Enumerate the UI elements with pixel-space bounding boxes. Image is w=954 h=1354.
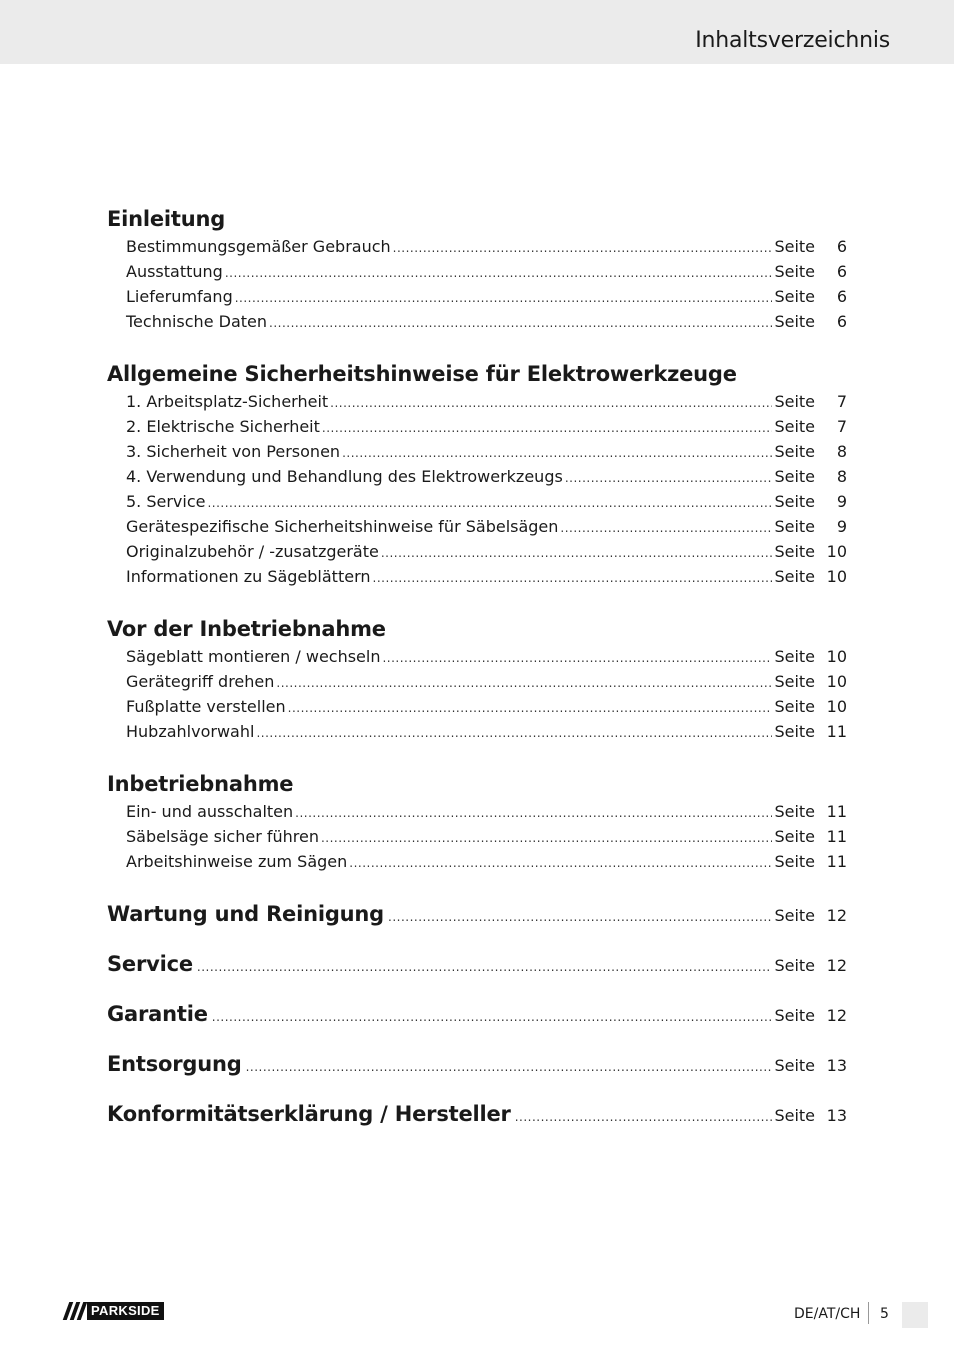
page-number: 9 bbox=[836, 517, 847, 536]
leader-dots bbox=[382, 646, 772, 671]
page-number: 11 bbox=[826, 722, 847, 741]
leader-dots bbox=[235, 286, 773, 311]
seite-label: Seite bbox=[774, 827, 815, 846]
page-number: 13 bbox=[826, 1106, 847, 1125]
leader-dots bbox=[342, 441, 772, 466]
leader-dots bbox=[321, 826, 772, 851]
page-number: 6 bbox=[836, 312, 847, 331]
toc-entry[interactable] bbox=[107, 799, 847, 824]
leader-dots bbox=[197, 952, 773, 982]
page-number: 12 bbox=[826, 1006, 847, 1025]
leader-dots bbox=[295, 801, 772, 826]
page-number: 12 bbox=[826, 906, 847, 925]
toc-entry[interactable] bbox=[107, 514, 847, 539]
page-number: 10 bbox=[826, 567, 847, 586]
toc-entry[interactable] bbox=[107, 259, 847, 284]
toc-entry[interactable] bbox=[107, 694, 847, 719]
seite-label: Seite bbox=[774, 287, 815, 306]
leader-dots bbox=[322, 416, 773, 441]
toc-entry[interactable] bbox=[107, 849, 847, 874]
section-title: Einleitung bbox=[107, 207, 226, 231]
seite-label: Seite bbox=[774, 956, 815, 975]
section-title: Service bbox=[107, 952, 193, 976]
footer-tab-marker bbox=[902, 1302, 928, 1328]
leader-dots bbox=[246, 1052, 773, 1082]
page-number: 10 bbox=[826, 542, 847, 561]
toc-entry-label: Säbelsäge sicher führen bbox=[126, 827, 319, 846]
leader-dots bbox=[388, 902, 772, 932]
toc-entry[interactable] bbox=[107, 824, 847, 849]
seite-label: Seite bbox=[774, 647, 815, 666]
page-number: 11 bbox=[826, 802, 847, 821]
section-title: Inbetriebnahme bbox=[107, 772, 294, 796]
footer-locale: DE/AT/CH bbox=[794, 1306, 861, 1322]
toc-entry[interactable] bbox=[107, 719, 847, 744]
page-number: 6 bbox=[836, 287, 847, 306]
page-number: 7 bbox=[836, 417, 847, 436]
toc-section-inline[interactable] bbox=[107, 1099, 847, 1149]
section-gap bbox=[107, 589, 847, 614]
seite-label: Seite bbox=[774, 1056, 815, 1075]
seite-label: Seite bbox=[774, 442, 815, 461]
seite-label: Seite bbox=[774, 312, 815, 331]
logo-stripes-icon bbox=[64, 1302, 86, 1320]
leader-dots bbox=[393, 236, 773, 261]
section-title: Garantie bbox=[107, 1002, 208, 1026]
toc-entry[interactable] bbox=[107, 669, 847, 694]
seite-label: Seite bbox=[774, 517, 815, 536]
footer-page-number: 5 bbox=[880, 1306, 889, 1322]
page-number: 10 bbox=[826, 647, 847, 666]
toc-entry-label: 3. Sicherheit von Personen bbox=[126, 442, 341, 461]
toc-entry[interactable] bbox=[107, 539, 847, 564]
leader-dots bbox=[225, 261, 773, 286]
page-number: 11 bbox=[826, 852, 847, 871]
toc-entry[interactable] bbox=[107, 489, 847, 514]
seite-label: Seite bbox=[774, 1106, 815, 1125]
seite-label: Seite bbox=[774, 567, 815, 586]
footer-divider bbox=[868, 1302, 869, 1324]
toc-section-inline[interactable] bbox=[107, 949, 847, 999]
seite-label: Seite bbox=[774, 392, 815, 411]
leader-dots bbox=[212, 1002, 773, 1032]
toc-entry-label: Arbeitshinweise zum Sägen bbox=[126, 852, 348, 871]
page-number: 13 bbox=[826, 1056, 847, 1075]
toc-section bbox=[107, 359, 847, 589]
toc-entry-label: Hubzahlvorwahl bbox=[126, 722, 255, 741]
toc-entry-label: 2. Elektrische Sicherheit bbox=[126, 417, 320, 436]
toc-entry[interactable] bbox=[107, 439, 847, 464]
toc-entry[interactable] bbox=[107, 464, 847, 489]
leader-dots bbox=[349, 851, 772, 876]
leader-dots bbox=[373, 566, 773, 591]
seite-label: Seite bbox=[774, 852, 815, 871]
page-number: 12 bbox=[826, 956, 847, 975]
leader-dots bbox=[207, 491, 772, 516]
toc-section-inline[interactable] bbox=[107, 1049, 847, 1099]
page-number: 6 bbox=[836, 262, 847, 281]
seite-label: Seite bbox=[774, 492, 815, 511]
leader-dots bbox=[515, 1102, 773, 1132]
leader-dots bbox=[288, 696, 773, 721]
section-gap bbox=[107, 744, 847, 769]
parkside-logo bbox=[64, 1302, 176, 1320]
section-gap bbox=[107, 334, 847, 359]
section-title: Wartung und Reinigung bbox=[107, 902, 384, 926]
section-title: Allgemeine Sicherheitshinweise für Elektrowerkzeuge bbox=[107, 362, 737, 386]
toc-section bbox=[107, 204, 847, 334]
toc-entry[interactable] bbox=[107, 309, 847, 334]
page-number: 10 bbox=[826, 672, 847, 691]
seite-label: Seite bbox=[774, 906, 815, 925]
seite-label: Seite bbox=[774, 467, 815, 486]
page-number: 10 bbox=[826, 697, 847, 716]
page-number: 6 bbox=[836, 237, 847, 256]
leader-dots bbox=[330, 391, 772, 416]
leader-dots bbox=[269, 311, 772, 336]
toc-entry[interactable] bbox=[107, 389, 847, 414]
toc-entry-label: Ausstattung bbox=[126, 262, 223, 281]
toc-entry-label: Sägeblatt montieren / wechseln bbox=[126, 647, 381, 666]
seite-label: Seite bbox=[774, 262, 815, 281]
leader-dots bbox=[276, 671, 772, 696]
toc-section bbox=[107, 769, 847, 874]
table-of-contents bbox=[107, 204, 847, 1149]
seite-label: Seite bbox=[774, 672, 815, 691]
toc-section-inline[interactable] bbox=[107, 899, 847, 949]
section-title: Vor der Inbetriebnahme bbox=[107, 617, 386, 641]
toc-entry[interactable] bbox=[107, 644, 847, 669]
toc-entry-label: Bestimmungsgemäßer Gebrauch bbox=[126, 237, 391, 256]
seite-label: Seite bbox=[774, 417, 815, 436]
toc-entry[interactable] bbox=[107, 414, 847, 439]
brand-name: PARKSIDE bbox=[87, 1302, 164, 1320]
seite-label: Seite bbox=[774, 802, 815, 821]
leader-dots bbox=[560, 516, 772, 541]
section-gap bbox=[107, 874, 847, 899]
toc-entry-label: Lieferumfang bbox=[126, 287, 233, 306]
seite-label: Seite bbox=[774, 722, 815, 741]
seite-label: Seite bbox=[774, 237, 815, 256]
section-title: Konformitätserklärung / Hersteller bbox=[107, 1102, 511, 1126]
toc-entry-label: 5. Service bbox=[126, 492, 206, 511]
page-title: Inhaltsverzeichnis bbox=[695, 28, 890, 53]
leader-dots bbox=[256, 721, 772, 746]
toc-entry-label: Technische Daten bbox=[126, 312, 268, 331]
toc-entry-label: Fußplatte verstellen bbox=[126, 697, 286, 716]
toc-entry[interactable] bbox=[107, 564, 847, 589]
toc-entry-label: 1. Arbeitsplatz-Sicherheit bbox=[126, 392, 329, 411]
leader-dots bbox=[381, 541, 773, 566]
page-number: 9 bbox=[836, 492, 847, 511]
leader-dots bbox=[565, 466, 773, 491]
toc-entry-label: Informationen zu Sägeblättern bbox=[126, 567, 371, 586]
header-band bbox=[0, 0, 954, 64]
seite-label: Seite bbox=[774, 542, 815, 561]
toc-entry-label: Originalzubehör / -zusatzgeräte bbox=[126, 542, 379, 561]
toc-entry-label: Gerätegriff drehen bbox=[126, 672, 275, 691]
toc-entry-label: 4. Verwendung und Behandlung des Elektrowerkzeugs bbox=[126, 467, 563, 486]
toc-section-inline[interactable] bbox=[107, 999, 847, 1049]
seite-label: Seite bbox=[774, 1006, 815, 1025]
section-title: Entsorgung bbox=[107, 1052, 242, 1076]
seite-label: Seite bbox=[774, 697, 815, 716]
toc-section bbox=[107, 614, 847, 744]
page-number: 8 bbox=[836, 467, 847, 486]
toc-entry[interactable] bbox=[107, 234, 847, 259]
toc-entry-label: Ein- und ausschalten bbox=[126, 802, 294, 821]
page-number: 7 bbox=[836, 392, 847, 411]
page-number: 11 bbox=[826, 827, 847, 846]
page-number: 8 bbox=[836, 442, 847, 461]
toc-entry-label: Gerätespezifische Sicherheitshinweise für Säbelsägen bbox=[126, 517, 559, 536]
toc-entry[interactable] bbox=[107, 284, 847, 309]
